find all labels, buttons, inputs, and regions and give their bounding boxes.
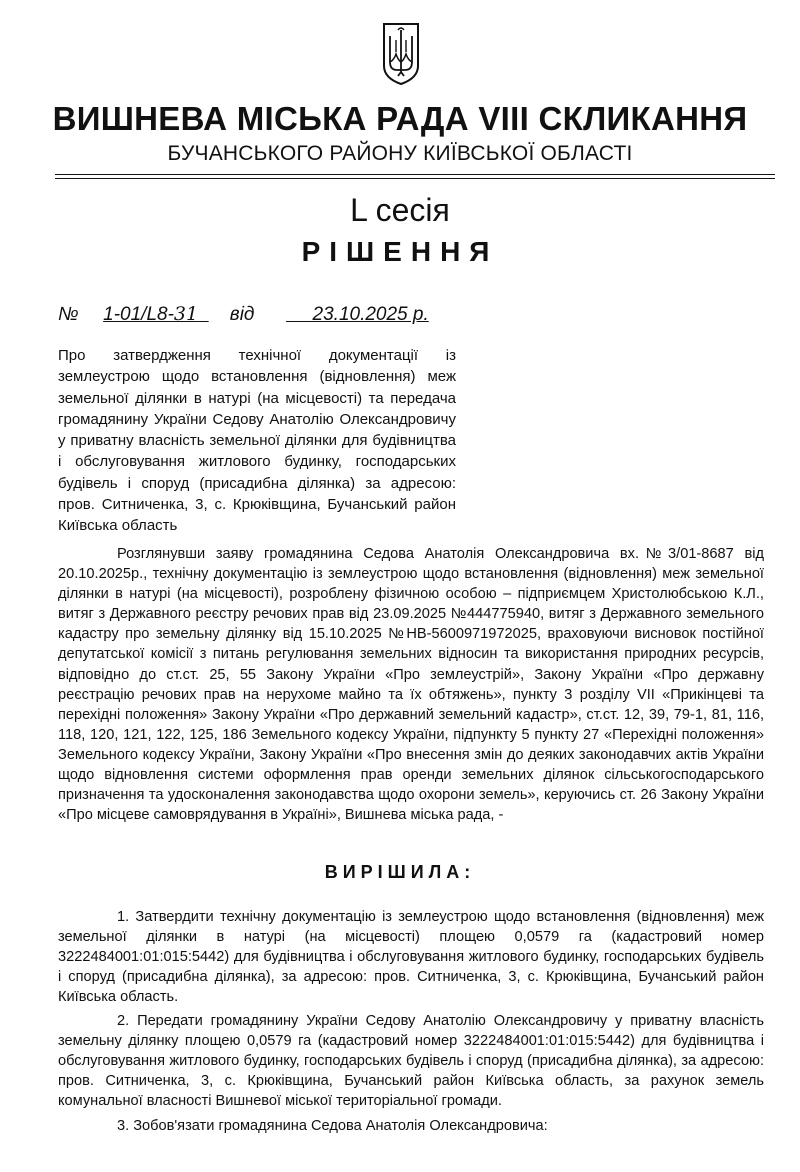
- resolved-heading: ВИРІШИЛА:: [324, 862, 476, 882]
- council-title: ВИШНЕВА МІСЬКА РАДА VIII СКЛИКАННЯ: [52, 100, 748, 137]
- decision-subject: Про затвердження технічної документації із землеустрою щодо встановлення (відновлення) меж земельної ділянки в натурі (на місцевості) та передача громадянину України Седову Анатолію Олександровичу у приватну власність земельної ділянки для будівництва і обслуговування житлового будинку, господарських будівель і споруд (присадибна ділянка) за адресою: пров. Ситниченка, 3, с. Крюківщина, Бучанський район Київська область: [58, 347, 456, 535]
- preamble-paragraph: Розглянувши заяву громадянина Седова Анатолія Олександровича вх.№3/01-8687 від 20.10.2025р., технічну документацію із землеустрою щодо встановлення (відновлення) меж земельної ділянки в натурі (на місцевості), розроблену фізичною особою – підприємцем Христолюбською К.Л., витяг з Державного реєстру речових прав від 23.09.2025 №444775940, витяг з Державного земельного кадастру про земельну ділянку від 15.10.2025 №НВ-5600971972025, враховуючи висновок постійної депутатської комісії з питань регулювання земельних відносин та використання природних ресурсів, відповідно до ст.ст. 25, 55 Закону України «Про землеустрій», Закону України «Про державну реєстрацію речових прав на нерухоме майно та їх обтяжень», пункту 3 розділу VII «Прикінцеві та перехідні положення» Закону України «Про державний земельний кадастр», ст.ст. 12, 39, 79-1, 81, 116, 118, 120, 121, 122, 125, 186 Земельного кодексу України, підпункту 5 пункту 27 «Перехідні положення» Земельного кодексу України, Закону України «Про внесення змін до деяких законодавчих актів України щодо відновлення системи оформлення прав оренди земельних ділянок сільськогосподарського призначення та удосконалення законодавства щодо охорони земель», керуючись ст. 26 Закону України «Про місцеве самоврядування в Україні», Вишнева міська рада, -: [58, 546, 764, 824]
- handwritten-number: 31: [173, 303, 199, 325]
- decision-date: [286, 304, 429, 325]
- date-label: від: [229, 304, 255, 325]
- decision-number-line: [58, 303, 429, 326]
- decision-number-prefix: 1-01/L8-: [103, 304, 174, 325]
- resolution-item-1: 1. Затвердити технічну документацію із землеустрою щодо встановлення (відновлення) меж земельної ділянки в натурі (на місцевості) площею 0,0579 га (кадастровий номер 3222484001:01:015:5442) для будівництва і обслуговування житлового будинку, господарських будівель і споруд (присадибна ділянка), за адресою: пров. Ситниченка, 3, с. Крюківщина, Бучанський район Київська область.: [58, 909, 764, 1006]
- resolution-item-3: 3. Зобов'язати громадянина Седова Анатолія Олександровича:: [117, 1118, 548, 1134]
- document-type-heading: РІШЕННЯ: [301, 236, 499, 267]
- council-subtitle: БУЧАНСЬКОГО РАЙОНУ КИЇВСЬКОЇ ОБЛАСТІ: [167, 142, 633, 165]
- decision-number: [103, 304, 209, 325]
- decision-date-text: 23.10.2025 р.: [312, 304, 429, 325]
- resolution-item-2: 2. Передати громадянину України Седову Анатолію Олександровичу у приватну власність земельну ділянку площею 0,0579 га (кадастровий номер 3222484001:01:015:5442) для будівництва і обслуговування житлового будинку, господарських будівель і споруд (присадибна ділянка), за адресою: пров. Ситниченка, 3, с. Крюківщина, Бучанський район Київська область, за рахунок земель комунальної власності Вишневої міської територіальної громади.: [58, 1013, 764, 1110]
- coat-of-arms-icon: [381, 22, 421, 86]
- number-label: №: [58, 304, 79, 325]
- session-label: L сесія: [350, 192, 450, 228]
- header-divider-bottom: [55, 178, 775, 179]
- header-divider-top: [55, 174, 775, 175]
